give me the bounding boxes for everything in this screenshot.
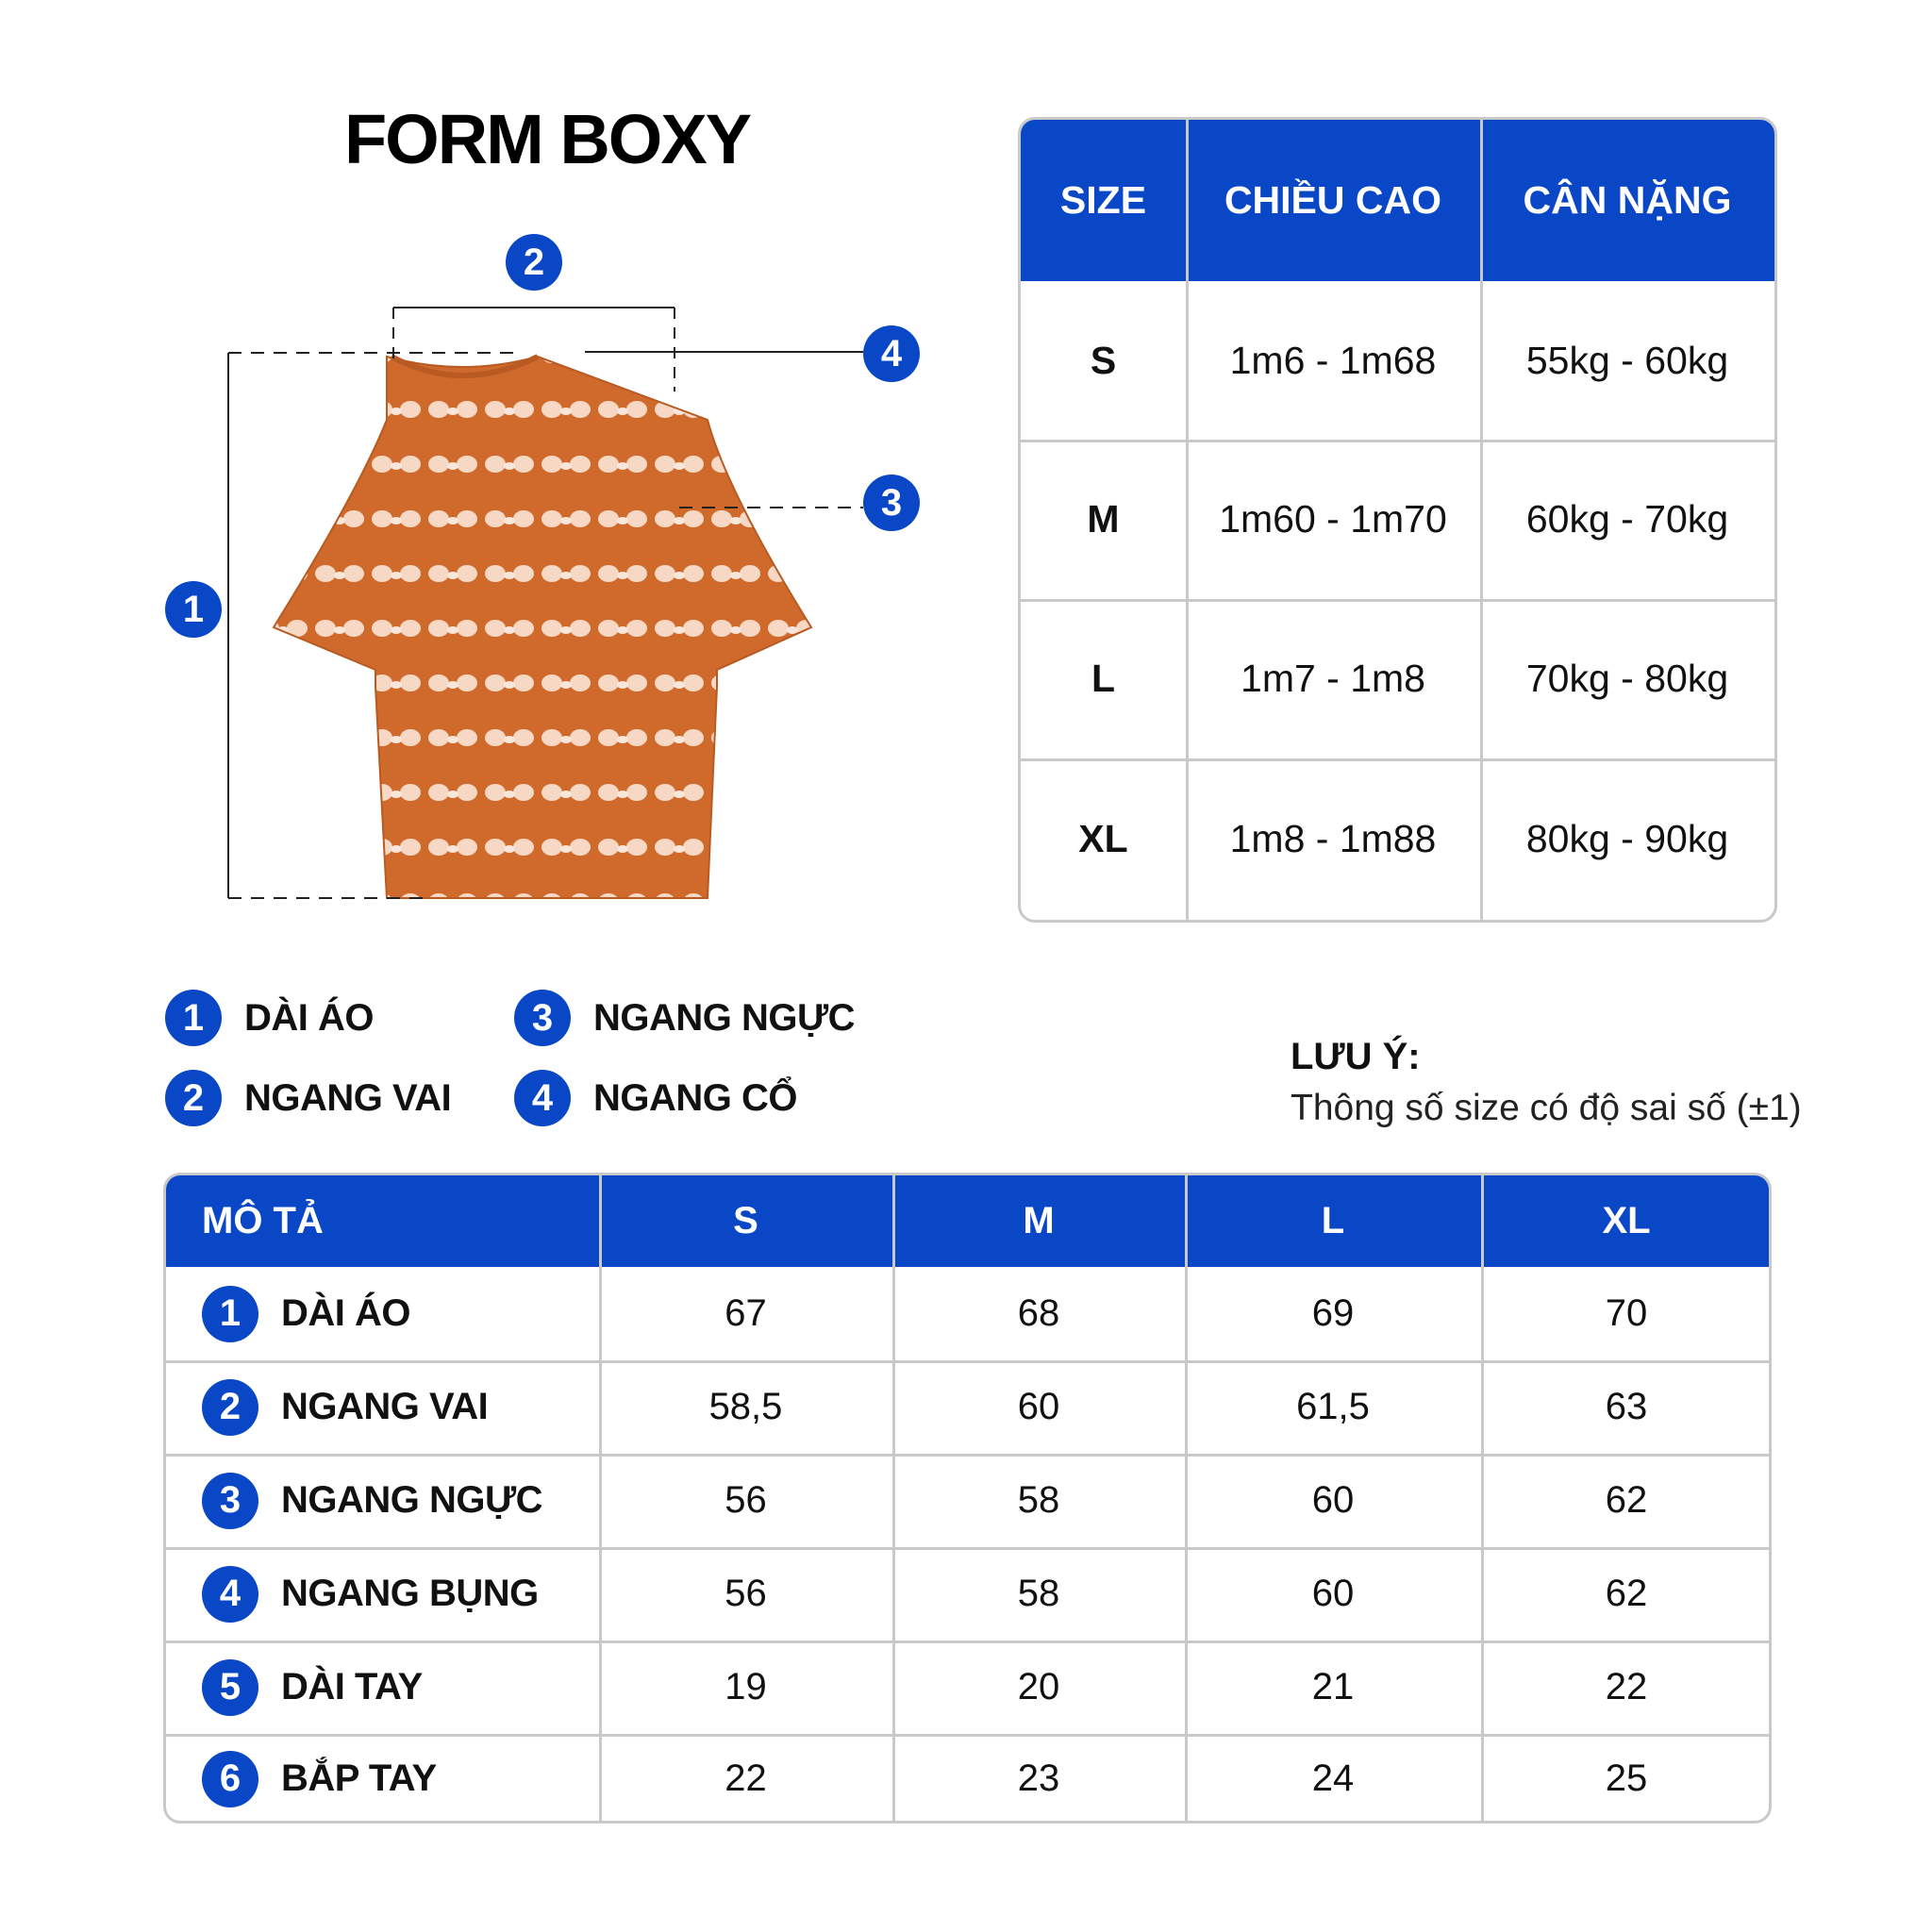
page-title: FORM BOXY — [343, 100, 751, 178]
legend-badge: 3 — [514, 990, 571, 1046]
legend-badge: 2 — [165, 1070, 222, 1126]
weight-cell: 80kg - 90kg — [1525, 817, 1729, 860]
row-label-text: NGANG NGỰC — [281, 1479, 543, 1521]
note-text: Thông số size có độ sai số (±1) — [1291, 1088, 1802, 1128]
row-label — [202, 1641, 423, 1734]
legend-label: DÀI ÁO — [244, 996, 374, 1039]
row-badge: 2 — [202, 1379, 258, 1436]
size-cell: M — [1087, 497, 1120, 541]
value-cell: 58 — [1017, 1479, 1060, 1521]
value-cell: 21 — [1311, 1666, 1355, 1707]
row-label — [202, 1267, 410, 1360]
header-description: MÔ TẢ — [202, 1200, 324, 1241]
value-cell: 23 — [1017, 1757, 1060, 1799]
value-cell: 19 — [724, 1666, 767, 1707]
value-cell: 63 — [1605, 1386, 1648, 1427]
legend-label: NGANG VAI — [244, 1076, 452, 1119]
marker-1-badge: 1 — [165, 581, 222, 638]
legend-label: NGANG NGỰC — [593, 996, 856, 1039]
header-xl: XL — [1602, 1200, 1651, 1241]
marker-3-badge: 3 — [863, 475, 920, 531]
header-size: SIZE — [1059, 178, 1147, 222]
value-cell: 60 — [1311, 1573, 1355, 1614]
row-label — [202, 1360, 488, 1454]
shirt-diagram — [142, 226, 943, 924]
value-cell: 56 — [724, 1573, 767, 1614]
value-cell: 58,5 — [708, 1386, 783, 1427]
weight-cell: 70kg - 80kg — [1525, 657, 1729, 700]
row-label — [202, 1454, 542, 1547]
value-cell: 25 — [1605, 1757, 1648, 1799]
size-cell: S — [1090, 338, 1117, 382]
value-cell: 20 — [1017, 1666, 1060, 1707]
value-cell: 60 — [1017, 1386, 1060, 1427]
row-badge: 6 — [202, 1751, 258, 1807]
value-cell: 62 — [1605, 1479, 1648, 1521]
marker-4-badge: 4 — [863, 325, 920, 382]
row-label-text: DÀI TAY — [281, 1666, 423, 1707]
row-label — [202, 1734, 437, 1824]
size-cell: L — [1091, 657, 1116, 700]
legend-item-chest — [514, 990, 855, 1046]
legend-item-neck — [514, 1070, 797, 1126]
legend-item-length — [165, 990, 374, 1046]
row-badge: 5 — [202, 1659, 258, 1716]
value-cell: 67 — [724, 1292, 767, 1334]
value-cell: 68 — [1017, 1292, 1060, 1334]
size-table — [1018, 117, 1777, 923]
measurement-table — [163, 1173, 1772, 1824]
legend-item-shoulder — [165, 1070, 451, 1126]
height-cell: 1m7 - 1m8 — [1241, 657, 1425, 700]
weight-cell: 60kg - 70kg — [1525, 497, 1729, 541]
legend-badge: 1 — [165, 990, 222, 1046]
header-m: M — [1023, 1200, 1055, 1241]
row-label-text: NGANG VAI — [281, 1386, 489, 1427]
header-s: S — [733, 1200, 758, 1241]
value-cell: 22 — [724, 1757, 767, 1799]
value-cell: 58 — [1017, 1573, 1060, 1614]
row-badge: 3 — [202, 1473, 258, 1529]
row-label — [202, 1547, 539, 1641]
value-cell: 69 — [1311, 1292, 1355, 1334]
marker-2-badge: 2 — [506, 234, 562, 291]
row-badge: 4 — [202, 1566, 258, 1623]
value-cell: 70 — [1605, 1292, 1648, 1334]
header-weight: CÂN NẶNG — [1523, 178, 1732, 222]
row-label-text: BẮP TAY — [281, 1757, 437, 1799]
size-cell: XL — [1078, 817, 1128, 860]
tshirt-image — [274, 357, 811, 898]
value-cell: 24 — [1311, 1757, 1355, 1799]
height-cell: 1m60 - 1m70 — [1219, 497, 1447, 541]
header-l: L — [1321, 1200, 1345, 1241]
note-title: LƯU Ý: — [1291, 1036, 1421, 1077]
legend-label: NGANG CỔ — [593, 1076, 797, 1119]
value-cell: 62 — [1605, 1573, 1648, 1614]
legend-badge: 4 — [514, 1070, 571, 1126]
value-cell: 61,5 — [1296, 1386, 1370, 1427]
height-cell: 1m6 - 1m68 — [1229, 338, 1437, 382]
row-label-text: NGANG BỤNG — [281, 1573, 539, 1614]
row-label-text: DÀI ÁO — [281, 1292, 410, 1334]
value-cell: 60 — [1311, 1479, 1355, 1521]
header-height: CHIỀU CAO — [1224, 178, 1442, 222]
row-badge: 1 — [202, 1286, 258, 1342]
value-cell: 56 — [724, 1479, 767, 1521]
weight-cell: 55kg - 60kg — [1525, 338, 1729, 382]
value-cell: 22 — [1605, 1666, 1648, 1707]
height-cell: 1m8 - 1m88 — [1229, 817, 1437, 860]
